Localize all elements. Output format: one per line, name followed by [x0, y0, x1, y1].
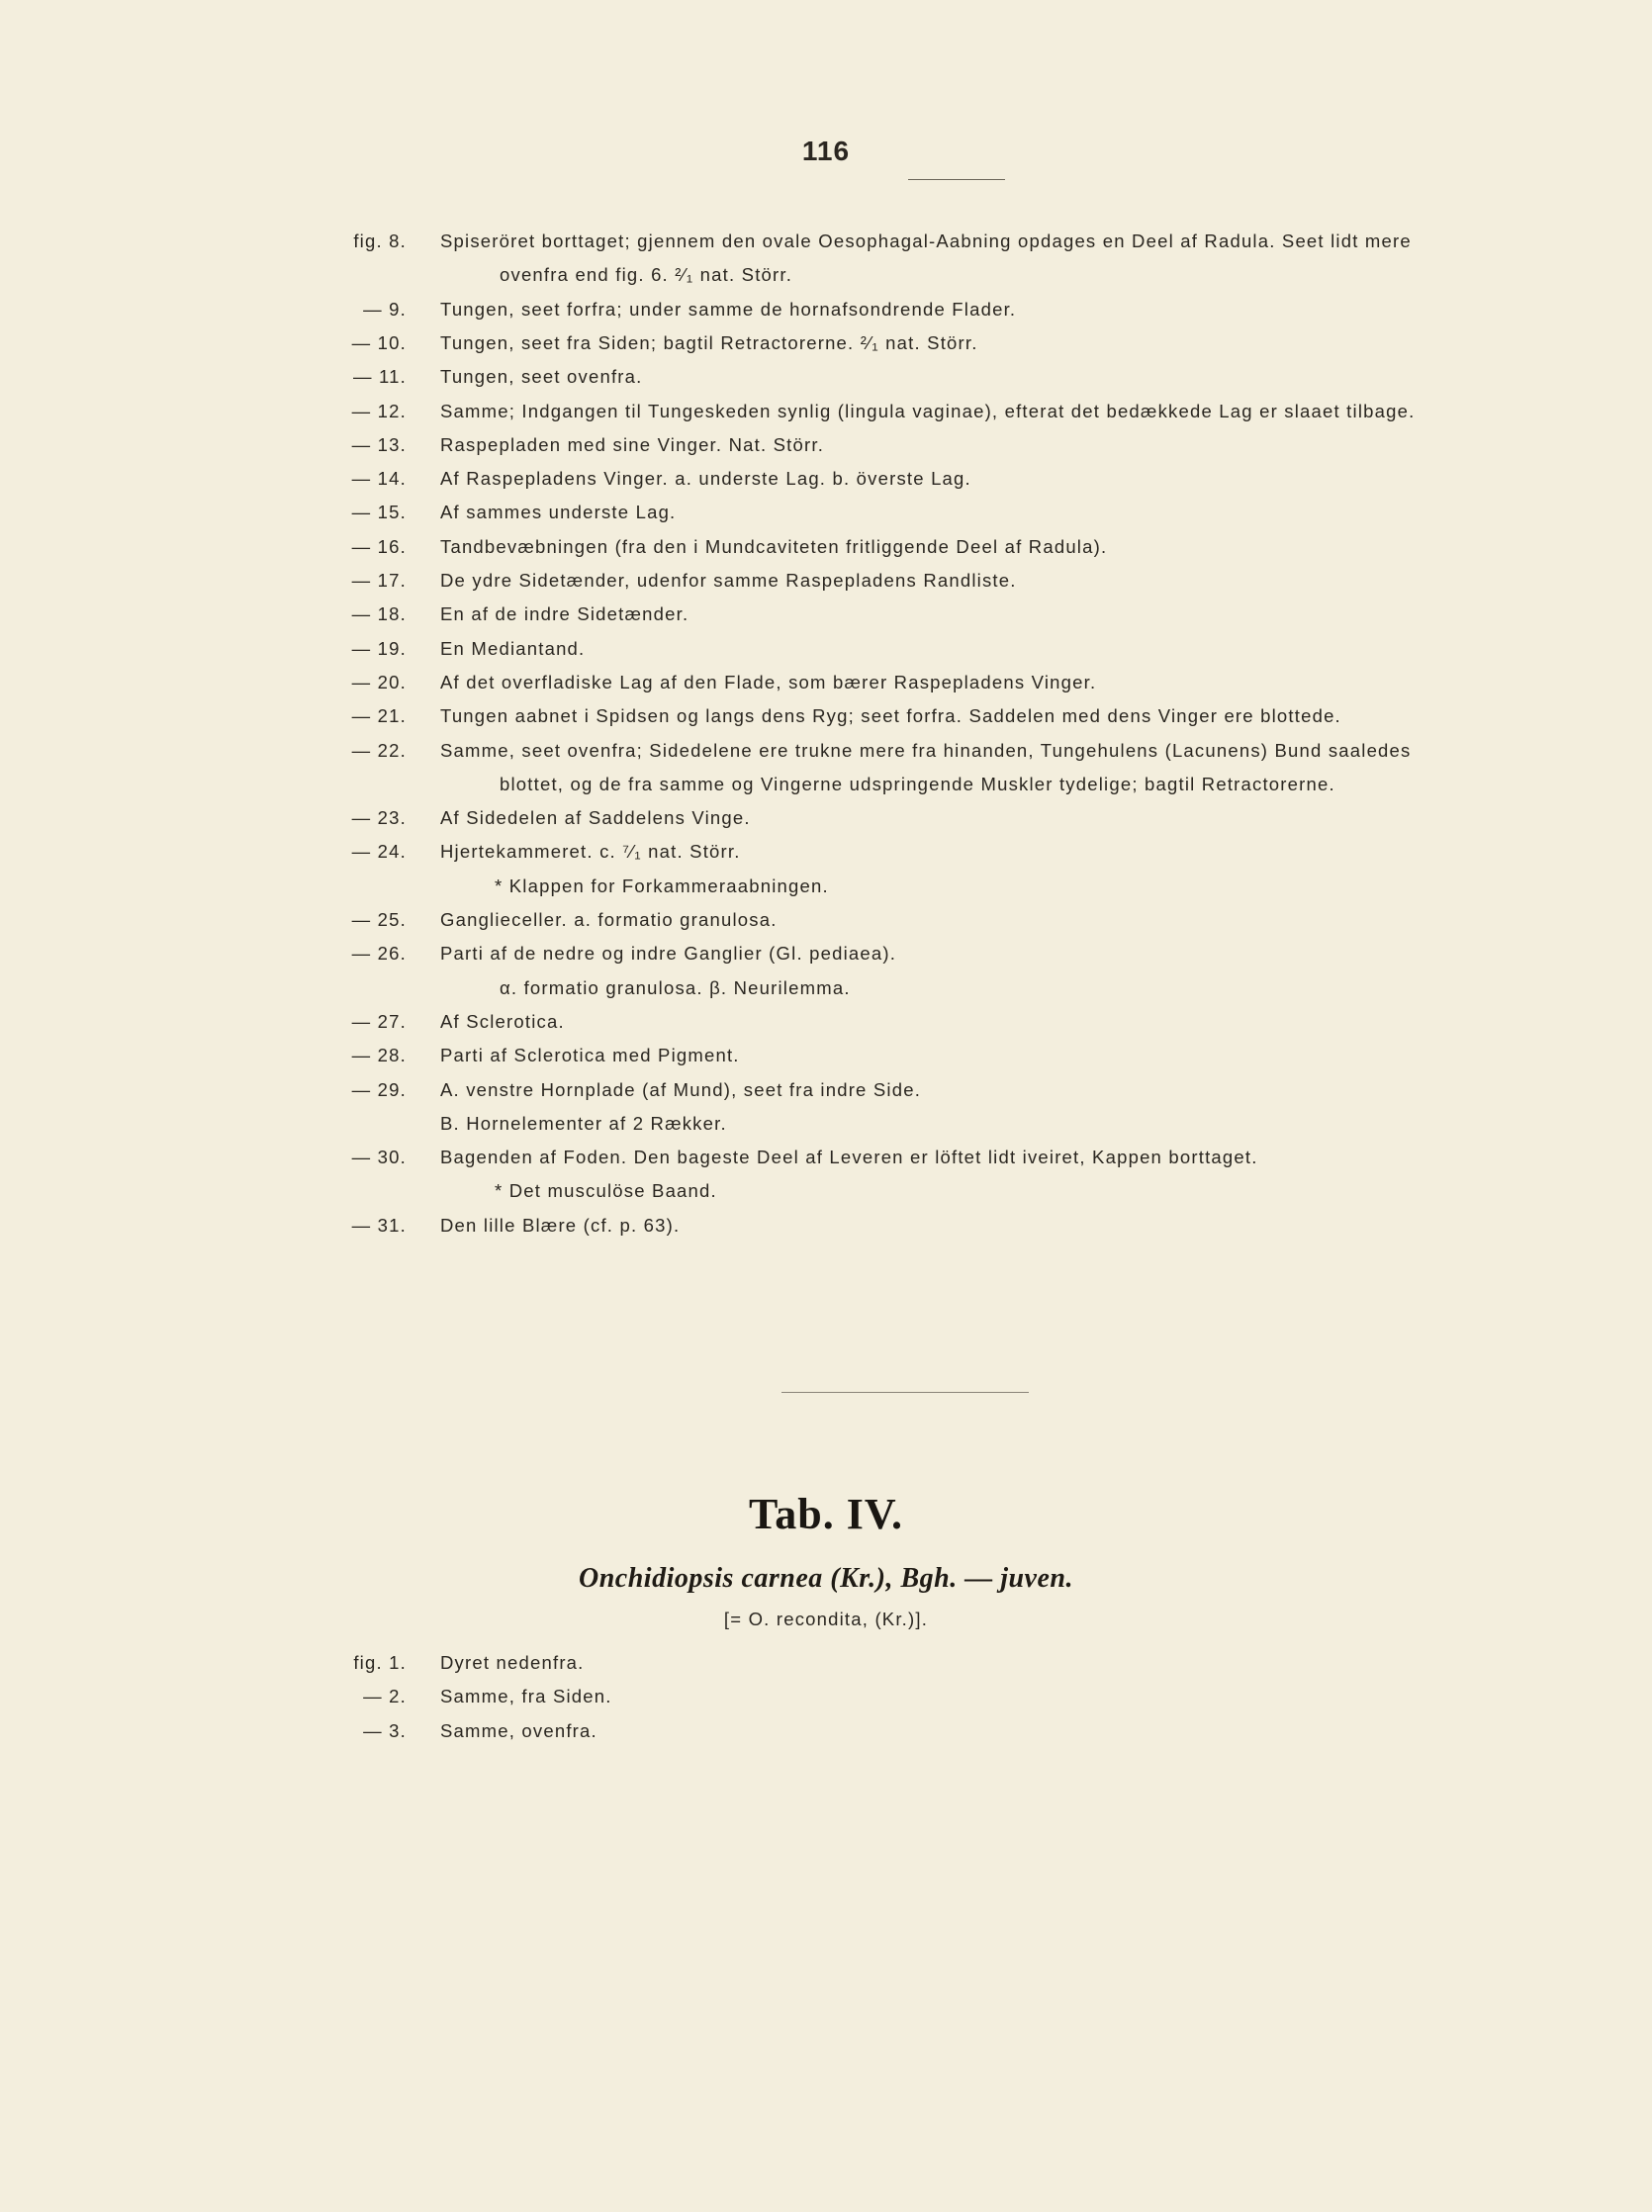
- figure-caption-text: Raspepladen med sine Vinger. Nat. Störr.: [440, 433, 825, 455]
- figure-caption-continuation: * Klappen for Forkammeraabningen.: [495, 875, 829, 896]
- figure-number: — 18.: [351, 603, 407, 625]
- figure-caption-line: [0, 299, 1652, 328]
- figure-caption-line: [0, 570, 1652, 599]
- figure-caption-text: Spiseröret borttaget; gjennem den ovale Oesophagal-Aabning opdages en Deel af Radula. Seet lidt mere: [440, 230, 1412, 251]
- species-title: Onchidiopsis carnea (Kr.), Bgh. — juven.: [579, 1563, 1073, 1594]
- figure-caption-text: Tungen, seet fra Siden; bagtil Retractorerne. ²⁄₁ nat. Störr.: [440, 331, 978, 353]
- figure-caption-text: Af Raspepladens Vinger. a. underste Lag. b. överste Lag.: [440, 468, 971, 490]
- figure-caption-text: A. venstre Hornplade (af Mund), seet fra indre Side.: [440, 1078, 922, 1100]
- figure-caption-text: Bagenden af Foden. Den bageste Deel af Leveren er löftet lidt iveiret, Kappen borttaget.: [440, 1147, 1258, 1168]
- figure-caption-continuation: ovenfra end fig. 6. ²⁄₁ nat. Störr.: [500, 264, 793, 286]
- figure-caption-text: Ganglieceller. a. formatio granulosa.: [440, 909, 778, 930]
- figure-number: — 3.: [363, 1719, 407, 1741]
- figure-caption-line: [0, 1720, 1652, 1750]
- page-number-rule: [908, 179, 1005, 180]
- section-divider: [781, 1392, 1029, 1393]
- figure-caption-text: Af det overfladiske Lag af den Flade, som bærer Raspepladens Vinger.: [440, 671, 1097, 692]
- figure-caption-line: [0, 1079, 1652, 1109]
- figure-number: fig. 8.: [353, 230, 407, 251]
- figure-caption-line: [0, 774, 1652, 803]
- figure-number: — 9.: [363, 298, 407, 320]
- figure-number: — 26.: [351, 943, 407, 965]
- figure-caption-line: [0, 1011, 1652, 1041]
- figure-number: — 28.: [351, 1045, 407, 1066]
- figure-caption-text: Af Sclerotica.: [440, 1010, 565, 1032]
- figure-number: — 14.: [351, 468, 407, 490]
- figure-caption-line: [0, 1652, 1652, 1682]
- figure-number: — 21.: [351, 705, 407, 727]
- figure-number: — 29.: [351, 1078, 407, 1100]
- figure-caption-line: [0, 332, 1652, 362]
- figure-caption-text: Samme, ovenfra.: [440, 1719, 597, 1741]
- figure-caption-line: [0, 1686, 1652, 1715]
- figure-caption-line: [0, 705, 1652, 735]
- figure-caption-line: [0, 1215, 1652, 1244]
- figure-caption-text: Samme, seet ovenfra; Sidedelene ere trukne mere fra hinanden, Tungehulens (Lacunens) Bund saaledes: [440, 739, 1412, 761]
- figure-number: — 31.: [351, 1214, 407, 1236]
- figure-caption-continuation: blottet, og de fra samme og Vingerne udspringende Muskler tydelige; bagtil Retractorerne.: [500, 773, 1335, 794]
- figure-number: — 2.: [363, 1686, 407, 1707]
- figure-caption-line: [0, 909, 1652, 939]
- figure-caption-line: [0, 1045, 1652, 1074]
- figure-caption-text: Parti af de nedre og indre Ganglier (Gl. pediaea).: [440, 943, 897, 965]
- figure-caption-line: [0, 807, 1652, 837]
- figure-caption-text: Samme; Indgangen til Tungeskeden synlig (lingula vaginae), efterat det bedækkede Lag er slaaet tilbage.: [440, 400, 1416, 421]
- figure-number: — 13.: [351, 433, 407, 455]
- figure-number: fig. 1.: [353, 1652, 407, 1673]
- figure-caption-line: [0, 876, 1652, 905]
- figure-caption-line: [0, 536, 1652, 566]
- figure-caption-text: En af de indre Sidetænder.: [440, 603, 689, 625]
- figure-caption-text: Tungen, seet ovenfra.: [440, 366, 643, 388]
- figure-caption-line: [0, 1147, 1652, 1176]
- figure-number: — 19.: [351, 637, 407, 659]
- figure-number: — 17.: [351, 570, 407, 591]
- figure-number: — 24.: [351, 841, 407, 863]
- figure-caption-line: [0, 401, 1652, 430]
- figure-number: — 23.: [351, 807, 407, 829]
- figure-caption-line: [0, 1113, 1652, 1143]
- figure-caption-line: [0, 638, 1652, 668]
- figure-caption-text: Tungen aabnet i Spidsen og langs dens Ryg; seet forfra. Saddelen med dens Vinger ere blottede.: [440, 705, 1341, 727]
- figure-caption-text: Hjertekammeret. c. ⁷⁄₁ nat. Störr.: [440, 841, 741, 863]
- figure-number: — 20.: [351, 671, 407, 692]
- figure-caption-line: [0, 977, 1652, 1007]
- figure-caption-line: [0, 366, 1652, 396]
- figure-caption-line: [0, 841, 1652, 871]
- figure-caption-text: Den lille Blære (cf. p. 63).: [440, 1214, 681, 1236]
- figure-caption-line: [0, 230, 1652, 260]
- plate-title: Tab. IV.: [748, 1490, 903, 1538]
- figure-caption-text: Parti af Sclerotica med Pigment.: [440, 1045, 740, 1066]
- figure-caption-continuation: α. formatio granulosa. β. Neurilemma.: [500, 976, 851, 998]
- figure-caption-text: Tandbevæbningen (fra den i Mundcaviteten fritliggende Deel af Radula).: [440, 535, 1108, 557]
- page-number: 116: [801, 136, 851, 166]
- figure-caption-line: [0, 502, 1652, 531]
- figure-caption-line: [0, 1180, 1652, 1210]
- figure-caption-line: [0, 434, 1652, 464]
- figure-caption-line: [0, 672, 1652, 701]
- figure-number: — 12.: [351, 400, 407, 421]
- figure-caption-text: Af Sidedelen af Saddelens Vinge.: [440, 807, 751, 829]
- figure-caption-text: Samme, fra Siden.: [440, 1686, 612, 1707]
- figure-caption-line: [0, 264, 1652, 294]
- figure-number: — 25.: [351, 909, 407, 930]
- figure-number: — 30.: [351, 1147, 407, 1168]
- figure-caption-text: Af sammes underste Lag.: [440, 502, 677, 523]
- figure-caption-text: Dyret nedenfra.: [440, 1652, 585, 1673]
- figure-caption-text: De ydre Sidetænder, udenfor samme Raspepladens Randliste.: [440, 570, 1017, 591]
- species-synonym: [= O. recondita, (Kr.)].: [723, 1609, 929, 1629]
- figure-number: — 22.: [351, 739, 407, 761]
- figure-caption-line: [0, 943, 1652, 972]
- figure-caption-line: [0, 468, 1652, 498]
- figure-caption-line: [0, 603, 1652, 633]
- figure-caption-text: Tungen, seet forfra; under samme de hornafsondrende Flader.: [440, 298, 1017, 320]
- figure-caption-text: En Mediantand.: [440, 637, 586, 659]
- figure-caption-continuation: B. Hornelementer af 2 Rækker.: [440, 1112, 727, 1134]
- figure-number: — 15.: [351, 502, 407, 523]
- figure-number: — 27.: [351, 1010, 407, 1032]
- figure-caption-continuation: * Det musculöse Baand.: [495, 1180, 717, 1202]
- figure-number: — 11.: [353, 366, 407, 388]
- figure-number: — 16.: [351, 535, 407, 557]
- figure-caption-line: [0, 740, 1652, 770]
- figure-number: — 10.: [351, 331, 407, 353]
